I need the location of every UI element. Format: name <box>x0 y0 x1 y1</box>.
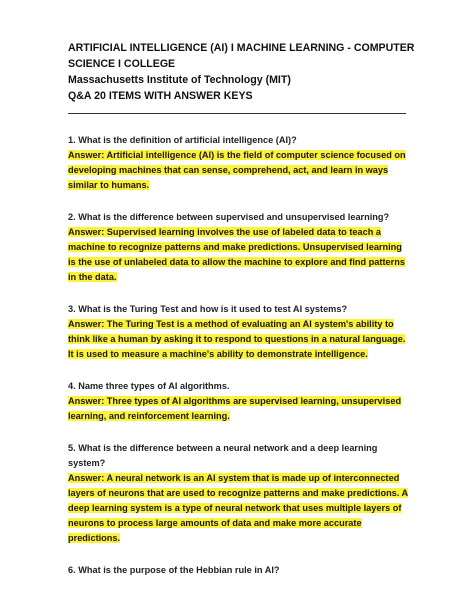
question-6: 6. What is the purpose of the Hebbian rule in AI? <box>68 565 280 575</box>
question-5: 5. What is the difference between a neural network and a deep learning system? <box>68 443 378 468</box>
header-institution: Massachusetts Institute of Technology (MIT) <box>68 74 291 86</box>
qa-list <box>68 133 412 578</box>
question-4: 4. Name three types of AI algorithms. <box>68 381 230 391</box>
answer-1-text: Answer: Artificial intelligence (AI) is the field of computer science focused on developing machines that can sense, comprehend, act, and learn in ways similar to humans. <box>68 150 406 190</box>
qa-item-6 <box>68 563 412 578</box>
question-3: 3. What is the Turing Test and how is it used to test AI systems? <box>68 304 348 314</box>
header-title-line-1: ARTIFICIAL INTELLIGENCE (AI) I MACHINE LEARNING - COMPUTER <box>68 42 415 54</box>
header-divider <box>68 113 406 114</box>
answer-3-text: Answer: The Turing Test is a method of evaluating an AI system's ability to think like a human by asking it to respond to questions in a natural language. It is used to measure a machine's ability to demonstrate intelligence. <box>68 319 406 359</box>
qa-item-4 <box>68 379 412 424</box>
answer-1 <box>68 148 412 193</box>
qa-item-3 <box>68 302 412 362</box>
qa-item-5 <box>68 441 412 546</box>
header-subtitle: Q&A 20 ITEMS WITH ANSWER KEYS <box>68 90 253 102</box>
document-page <box>68 40 415 595</box>
question-1: 1. What is the definition of artificial intelligence (AI)? <box>68 135 297 145</box>
header-title-line-2: SCIENCE I COLLEGE <box>68 58 176 70</box>
qa-item-1 <box>68 133 412 193</box>
answer-3 <box>68 317 412 362</box>
answer-5 <box>68 471 412 546</box>
answer-4 <box>68 394 412 424</box>
document-header <box>68 40 415 104</box>
answer-4-text: Answer: Three types of AI algorithms are supervised learning, unsupervised learning, and reinforcement learning. <box>68 396 402 421</box>
qa-item-2 <box>68 210 412 285</box>
answer-2 <box>68 225 412 285</box>
answer-5-text: Answer: A neural network is an AI system that is made up of interconnected layers of neurons that are used to recognize patterns and make predictions. A deep learning system is a type of neural network that uses multiple layers of neurons to process large amounts of data and make more accurate predictions. <box>68 473 409 543</box>
answer-2-text: Answer: Supervised learning involves the use of labeled data to teach a machine to recognize patterns and make predictions. Unsupervised learning is the use of unlabeled data to allow the machine to explore and find patterns in the data. <box>68 227 405 282</box>
question-2: 2. What is the difference between supervised and unsupervised learning? <box>68 212 390 222</box>
